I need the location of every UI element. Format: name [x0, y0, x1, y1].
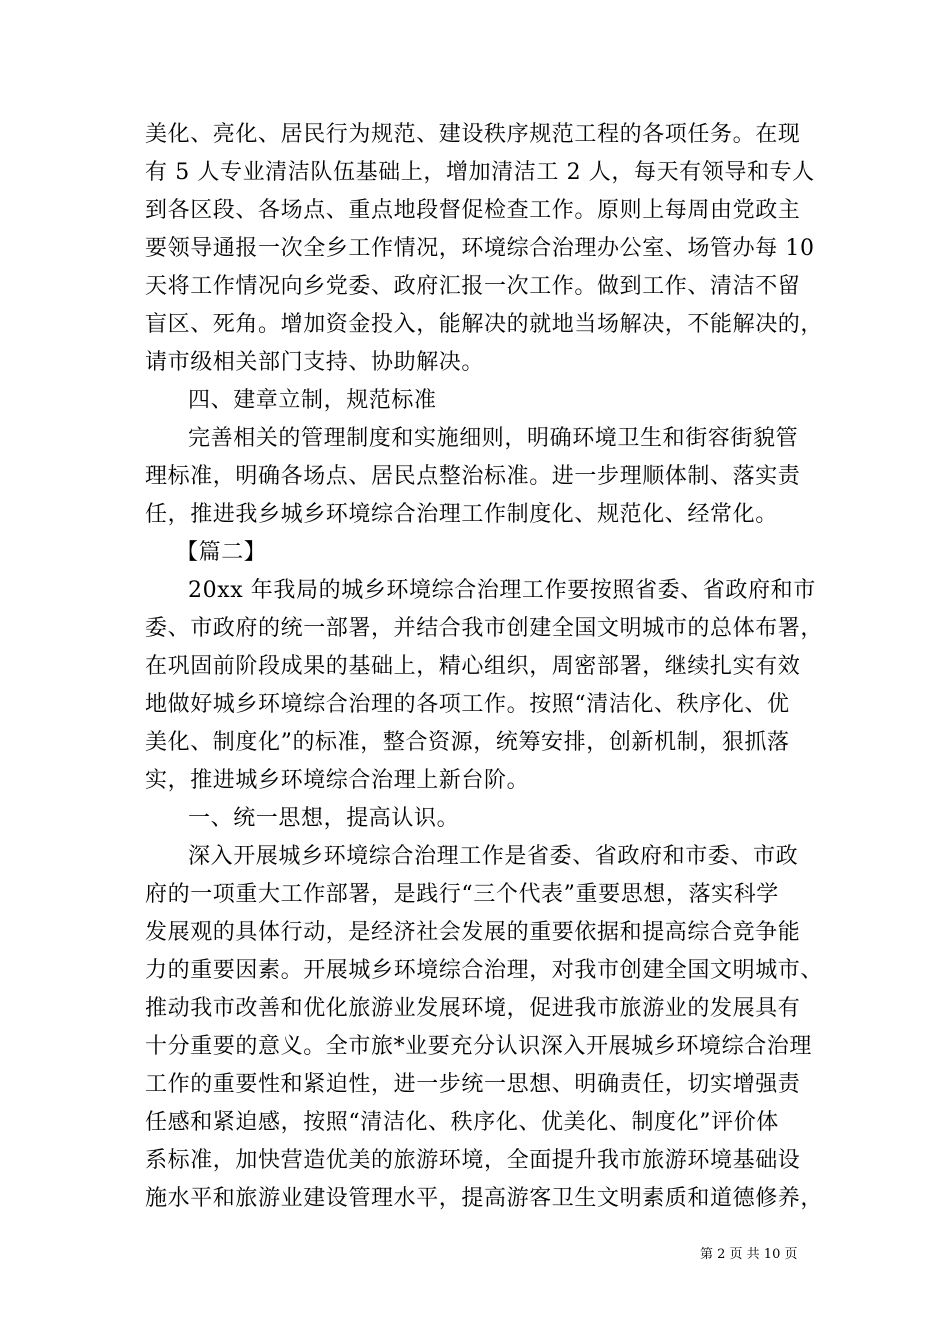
- text-line: 实，推进城乡环境综合治理上新台阶。: [145, 768, 530, 793]
- text-line: 力的重要因素。开展城乡环境综合治理，对我市创建全国文明城市、: [145, 958, 824, 983]
- text-line: 委、市政府的统一部署，并结合我市创建全国文明城市的总体布署，: [145, 616, 824, 641]
- text-line: 推动我市改善和优化旅游业发展环境，促进我市旅游业的发展具有: [145, 996, 801, 1021]
- section-heading: 四、建章立制，规范标准: [188, 388, 437, 413]
- text-line: 美化、亮化、居民行为规范、建设秩序规范工程的各项任务。在现: [145, 122, 801, 147]
- text-line: 任感和紧迫感，按照“清洁化、秩序化、优美化、制度化”评价体: [145, 1110, 779, 1135]
- text-line: 理标准，明确各场点、居民点整治标准。进一步理顺体制、落实责: [145, 464, 801, 489]
- text-line: 到各区段、各场点、重点地段督促检查工作。原则上每周由党政主: [145, 198, 801, 223]
- text-line: 系标准，加快营造优美的旅游环境，全面提升我市旅游环境基础设: [145, 1148, 801, 1173]
- text-line: 有 5 人专业清洁队伍基础上，增加清洁工 2 人，每天有领导和专人: [145, 160, 815, 185]
- text-line: 施水平和旅游业建设管理水平，提高游客卫生文明素质和道德修养，: [145, 1186, 824, 1211]
- section-heading: 一、统一思想，提高认识。: [188, 806, 460, 831]
- text-line: 天将工作情况向乡党委、政府汇报一次工作。做到工作、清洁不留: [145, 274, 801, 299]
- text-line: 美化、制度化”的标准，整合资源，统筹安排，创新机制，狠抓落: [145, 730, 790, 755]
- text-line: 盲区、死角。增加资金投入，能解决的就地当场解决，不能解决的，: [145, 312, 824, 337]
- text-line: 请市级相关部门支持、协助解决。: [145, 350, 485, 375]
- text-line: 地做好城乡环境综合治理的各项工作。按照“清洁化、秩序化、优: [145, 692, 790, 717]
- text-line: 府的一项重大工作部署，是践行“三个代表”重要思想，落实科学: [145, 882, 779, 907]
- text-line: 十分重要的意义。全市旅*业要充分认识深入开展城乡环境综合治理: [145, 1034, 813, 1059]
- text-line: 工作的重要性和紧迫性，进一步统一思想、明确责任，切实增强责: [145, 1072, 801, 1097]
- part-heading: 【篇二】: [176, 540, 267, 565]
- text-line: 完善相关的管理制度和实施细则，明确环境卫生和街容街貌管: [188, 426, 799, 451]
- text-line: 20xx 年我局的城乡环境综合治理工作要按照省委、省政府和市: [188, 578, 816, 603]
- text-line: 要领导通报一次全乡工作情况，环境综合治理办公室、场管办每 10: [145, 236, 815, 261]
- text-line: 发展观的具体行动，是经济社会发展的重要依据和提高综合竞争能: [145, 920, 801, 945]
- text-line: 任，推进我乡城乡环境综合治理工作制度化、规范化、经常化。: [145, 502, 778, 527]
- text-line: 在巩固前阶段成果的基础上，精心组织，周密部署，继续扎实有效: [145, 654, 801, 679]
- text-line: 深入开展城乡环境综合治理工作是省委、省政府和市委、市政: [188, 844, 799, 869]
- page-number: 第 2 页 共 10 页: [700, 1247, 798, 1262]
